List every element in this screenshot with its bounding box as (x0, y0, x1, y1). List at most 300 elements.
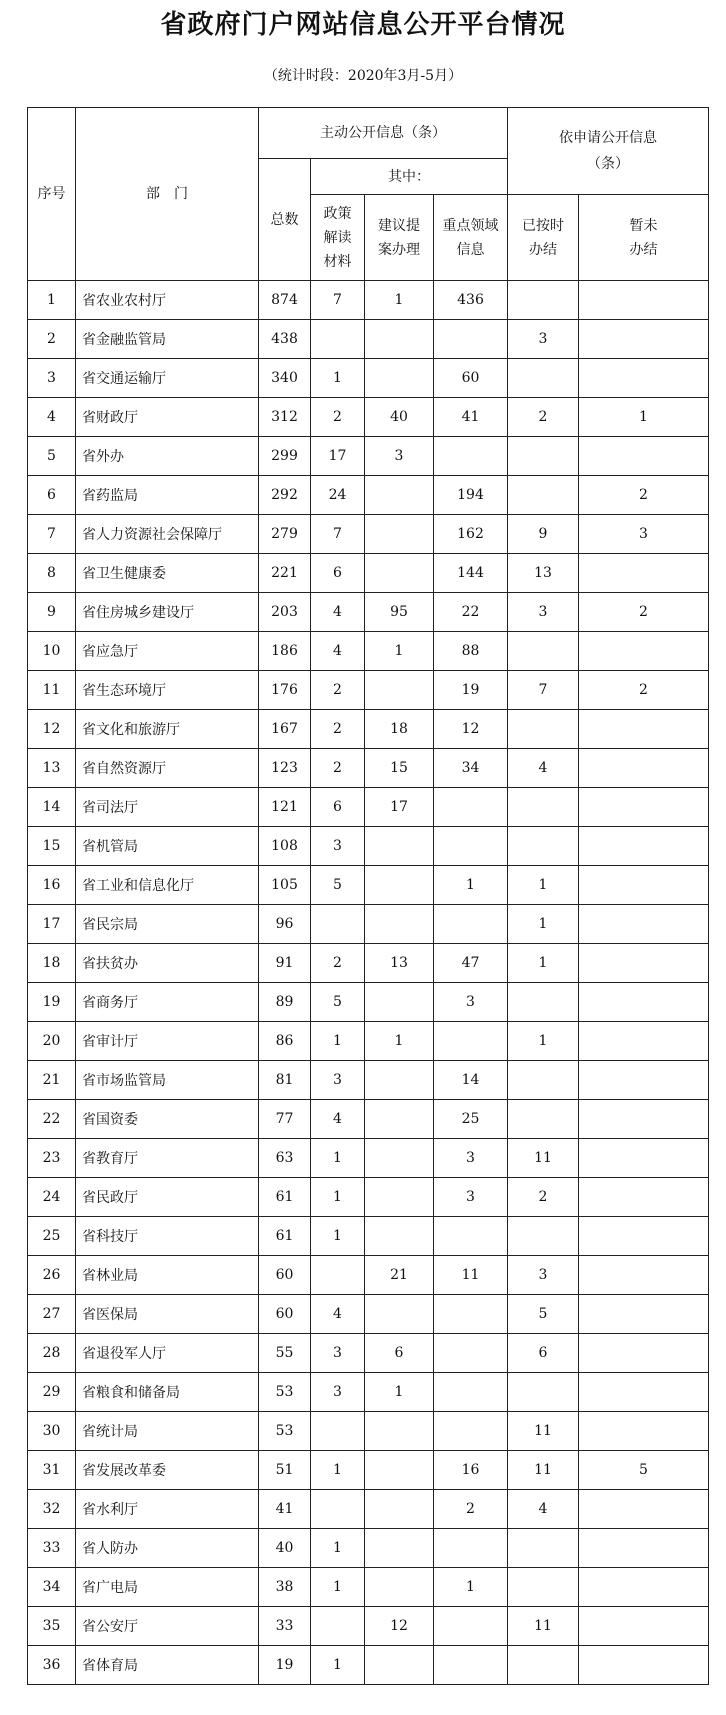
cell-pending (579, 632, 709, 671)
cell-total: 292 (259, 476, 311, 515)
cell-no: 35 (28, 1607, 76, 1646)
cell-proposal (365, 1217, 434, 1256)
cell-total: 299 (259, 437, 311, 476)
cell-pending (579, 554, 709, 593)
cell-policy (311, 1490, 365, 1529)
cell-pending (579, 1373, 709, 1412)
cell-no: 34 (28, 1568, 76, 1607)
cell-policy (311, 905, 365, 944)
table-row (28, 632, 709, 671)
cell-total: 105 (259, 866, 311, 905)
cell-pending: 1 (579, 398, 709, 437)
cell-dept: 省司法厅 (76, 788, 259, 827)
cell-dept: 省机管局 (76, 827, 259, 866)
cell-no: 6 (28, 476, 76, 515)
table-row (28, 359, 709, 398)
header-proposal (365, 195, 434, 281)
cell-policy (311, 320, 365, 359)
cell-no: 3 (28, 359, 76, 398)
cell-no: 7 (28, 515, 76, 554)
cell-total: 176 (259, 671, 311, 710)
cell-proposal (365, 554, 434, 593)
cell-dept: 省体育局 (76, 1646, 259, 1685)
table-row (28, 515, 709, 554)
cell-policy: 7 (311, 281, 365, 320)
cell-policy: 2 (311, 710, 365, 749)
cell-done (508, 1373, 579, 1412)
cell-total: 60 (259, 1256, 311, 1295)
table-row (28, 281, 709, 320)
cell-pending (579, 1607, 709, 1646)
cell-dept: 省林业局 (76, 1256, 259, 1295)
table-row (28, 905, 709, 944)
cell-pending (579, 1334, 709, 1373)
cell-key (434, 1529, 508, 1568)
cell-no: 9 (28, 593, 76, 632)
cell-proposal (365, 1100, 434, 1139)
cell-proposal: 21 (365, 1256, 434, 1295)
table-row (28, 1646, 709, 1685)
cell-total: 89 (259, 983, 311, 1022)
cell-pending (579, 320, 709, 359)
cell-done: 3 (508, 1256, 579, 1295)
cell-dept: 省广电局 (76, 1568, 259, 1607)
table-row (28, 827, 709, 866)
cell-policy: 24 (311, 476, 365, 515)
table-row (28, 1490, 709, 1529)
cell-dept: 省交通运输厅 (76, 359, 259, 398)
table-row (28, 788, 709, 827)
cell-proposal (365, 983, 434, 1022)
cell-key (434, 1334, 508, 1373)
cell-dept: 省民宗局 (76, 905, 259, 944)
cell-done: 2 (508, 1178, 579, 1217)
cell-key: 19 (434, 671, 508, 710)
cell-pending (579, 710, 709, 749)
cell-policy: 2 (311, 671, 365, 710)
cell-done: 11 (508, 1139, 579, 1178)
table-row (28, 1217, 709, 1256)
cell-proposal (365, 1529, 434, 1568)
cell-dept: 省商务厅 (76, 983, 259, 1022)
cell-policy: 1 (311, 1568, 365, 1607)
header-apply-text: 依申请公开信息（条） (559, 130, 657, 172)
cell-policy: 1 (311, 1646, 365, 1685)
cell-done: 11 (508, 1451, 579, 1490)
cell-dept: 省卫生健康委 (76, 554, 259, 593)
table-row (28, 398, 709, 437)
table-row (28, 1568, 709, 1607)
cell-key: 25 (434, 1100, 508, 1139)
cell-no: 36 (28, 1646, 76, 1685)
cell-dept: 省金融监管局 (76, 320, 259, 359)
cell-key: 3 (434, 1139, 508, 1178)
cell-total: 53 (259, 1412, 311, 1451)
cell-done (508, 1061, 579, 1100)
header-proposal-text: 建议提案办理 (378, 217, 420, 258)
cell-no: 5 (28, 437, 76, 476)
header-total: 总数 (259, 159, 311, 281)
cell-policy: 2 (311, 398, 365, 437)
cell-key: 41 (434, 398, 508, 437)
cell-no: 16 (28, 866, 76, 905)
cell-total: 96 (259, 905, 311, 944)
table-row (28, 554, 709, 593)
cell-key: 3 (434, 1178, 508, 1217)
cell-total: 61 (259, 1217, 311, 1256)
header-done (508, 195, 579, 281)
cell-done: 5 (508, 1295, 579, 1334)
cell-done (508, 1100, 579, 1139)
cell-done (508, 983, 579, 1022)
cell-key: 3 (434, 983, 508, 1022)
cell-policy: 6 (311, 788, 365, 827)
table-row (28, 1295, 709, 1334)
cell-no: 13 (28, 749, 76, 788)
cell-dept: 省公安厅 (76, 1607, 259, 1646)
cell-total: 77 (259, 1100, 311, 1139)
cell-total: 203 (259, 593, 311, 632)
cell-dept: 省水利厅 (76, 1490, 259, 1529)
table-row (28, 1100, 709, 1139)
cell-pending (579, 1490, 709, 1529)
cell-done: 7 (508, 671, 579, 710)
cell-no: 11 (28, 671, 76, 710)
cell-policy: 2 (311, 944, 365, 983)
cell-proposal: 1 (365, 1022, 434, 1061)
table-row (28, 1256, 709, 1295)
cell-key (434, 827, 508, 866)
cell-no: 31 (28, 1451, 76, 1490)
cell-policy: 1 (311, 1529, 365, 1568)
cell-pending: 5 (579, 1451, 709, 1490)
cell-key: 16 (434, 1451, 508, 1490)
cell-policy: 1 (311, 1022, 365, 1061)
table-row (28, 593, 709, 632)
cell-key: 60 (434, 359, 508, 398)
cell-policy: 3 (311, 1373, 365, 1412)
cell-total: 41 (259, 1490, 311, 1529)
cell-no: 4 (28, 398, 76, 437)
cell-proposal (365, 1139, 434, 1178)
cell-no: 30 (28, 1412, 76, 1451)
header-pending-text: 暂未办结 (629, 217, 658, 258)
cell-proposal (365, 320, 434, 359)
cell-pending (579, 1061, 709, 1100)
cell-done: 6 (508, 1334, 579, 1373)
cell-proposal (365, 476, 434, 515)
cell-total: 40 (259, 1529, 311, 1568)
cell-proposal: 3 (365, 437, 434, 476)
cell-policy: 3 (311, 1061, 365, 1100)
cell-no: 18 (28, 944, 76, 983)
cell-pending (579, 1568, 709, 1607)
cell-total: 60 (259, 1295, 311, 1334)
cell-pending (579, 1139, 709, 1178)
cell-no: 20 (28, 1022, 76, 1061)
cell-dept: 省民政厅 (76, 1178, 259, 1217)
cell-total: 874 (259, 281, 311, 320)
cell-done (508, 788, 579, 827)
cell-proposal: 1 (365, 1373, 434, 1412)
cell-total: 51 (259, 1451, 311, 1490)
cell-dept: 省统计局 (76, 1412, 259, 1451)
page-subtitle: （统计时段：2020年3月-5月） (263, 68, 463, 84)
cell-dept: 省药监局 (76, 476, 259, 515)
cell-pending (579, 437, 709, 476)
cell-done: 3 (508, 593, 579, 632)
cell-proposal (365, 1490, 434, 1529)
cell-dept: 省医保局 (76, 1295, 259, 1334)
header-active: 主动公开信息（条） (259, 108, 508, 159)
table-row (28, 320, 709, 359)
table-row (28, 1607, 709, 1646)
cell-no: 25 (28, 1217, 76, 1256)
cell-done (508, 710, 579, 749)
cell-proposal (365, 866, 434, 905)
cell-done: 1 (508, 905, 579, 944)
cell-no: 23 (28, 1139, 76, 1178)
cell-dept: 省住房城乡建设厅 (76, 593, 259, 632)
cell-key: 2 (434, 1490, 508, 1529)
table-row (28, 866, 709, 905)
stats-table (27, 107, 709, 1685)
cell-pending (579, 1217, 709, 1256)
header-key (434, 195, 508, 281)
cell-total: 19 (259, 1646, 311, 1685)
cell-proposal (365, 905, 434, 944)
cell-key (434, 1217, 508, 1256)
cell-total: 53 (259, 1373, 311, 1412)
cell-key (434, 788, 508, 827)
table-row (28, 944, 709, 983)
cell-policy (311, 1412, 365, 1451)
cell-proposal: 1 (365, 281, 434, 320)
cell-pending (579, 359, 709, 398)
cell-dept: 省人力资源社会保障厅 (76, 515, 259, 554)
cell-pending: 2 (579, 671, 709, 710)
table-row (28, 671, 709, 710)
table-body (28, 281, 709, 1685)
cell-dept: 省生态环境厅 (76, 671, 259, 710)
cell-total: 63 (259, 1139, 311, 1178)
cell-pending (579, 866, 709, 905)
cell-no: 26 (28, 1256, 76, 1295)
cell-total: 221 (259, 554, 311, 593)
cell-done (508, 1529, 579, 1568)
cell-pending (579, 1295, 709, 1334)
cell-no: 10 (28, 632, 76, 671)
cell-pending (579, 281, 709, 320)
cell-dept: 省财政厅 (76, 398, 259, 437)
cell-total: 55 (259, 1334, 311, 1373)
cell-pending (579, 944, 709, 983)
page-title: 省政府门户网站信息公开平台情况 (160, 10, 566, 40)
cell-dept: 省扶贫办 (76, 944, 259, 983)
header-among: 其中： (311, 159, 508, 195)
cell-policy: 4 (311, 632, 365, 671)
cell-done (508, 1646, 579, 1685)
cell-done (508, 632, 579, 671)
cell-no: 19 (28, 983, 76, 1022)
cell-no: 17 (28, 905, 76, 944)
cell-done: 4 (508, 749, 579, 788)
cell-total: 121 (259, 788, 311, 827)
cell-proposal (365, 1178, 434, 1217)
cell-total: 438 (259, 320, 311, 359)
cell-done: 11 (508, 1412, 579, 1451)
cell-pending (579, 1178, 709, 1217)
cell-total: 167 (259, 710, 311, 749)
cell-key: 88 (434, 632, 508, 671)
cell-proposal (365, 515, 434, 554)
cell-pending (579, 788, 709, 827)
header-index: 序号 (28, 108, 76, 281)
header-apply (508, 108, 709, 195)
table-row (28, 1529, 709, 1568)
cell-policy: 6 (311, 554, 365, 593)
cell-dept: 省农业农村厅 (76, 281, 259, 320)
cell-proposal: 13 (365, 944, 434, 983)
cell-done: 1 (508, 1022, 579, 1061)
table-header (28, 108, 709, 281)
cell-total: 81 (259, 1061, 311, 1100)
cell-proposal: 40 (365, 398, 434, 437)
cell-done: 1 (508, 866, 579, 905)
cell-total: 61 (259, 1178, 311, 1217)
cell-key: 436 (434, 281, 508, 320)
cell-proposal (365, 1646, 434, 1685)
cell-dept: 省应急厅 (76, 632, 259, 671)
cell-dept: 省外办 (76, 437, 259, 476)
cell-proposal (365, 827, 434, 866)
cell-key (434, 1295, 508, 1334)
cell-key: 162 (434, 515, 508, 554)
cell-proposal: 1 (365, 632, 434, 671)
cell-key: 47 (434, 944, 508, 983)
cell-no: 15 (28, 827, 76, 866)
cell-proposal (365, 359, 434, 398)
cell-policy: 1 (311, 1178, 365, 1217)
cell-done (508, 281, 579, 320)
cell-policy: 4 (311, 593, 365, 632)
table-row (28, 1178, 709, 1217)
cell-proposal: 18 (365, 710, 434, 749)
table-row (28, 1061, 709, 1100)
cell-done: 11 (508, 1607, 579, 1646)
cell-key: 34 (434, 749, 508, 788)
cell-policy: 5 (311, 983, 365, 1022)
cell-total: 91 (259, 944, 311, 983)
cell-total: 86 (259, 1022, 311, 1061)
cell-dept: 省发展改革委 (76, 1451, 259, 1490)
cell-no: 21 (28, 1061, 76, 1100)
header-done-text: 已按时办结 (522, 217, 564, 258)
cell-pending (579, 1022, 709, 1061)
cell-pending (579, 983, 709, 1022)
cell-dept: 省教育厅 (76, 1139, 259, 1178)
cell-policy: 3 (311, 827, 365, 866)
cell-no: 33 (28, 1529, 76, 1568)
cell-total: 186 (259, 632, 311, 671)
header-pending (579, 195, 709, 281)
cell-pending (579, 827, 709, 866)
cell-dept: 省工业和信息化厅 (76, 866, 259, 905)
cell-dept: 省文化和旅游厅 (76, 710, 259, 749)
cell-total: 33 (259, 1607, 311, 1646)
cell-pending: 2 (579, 593, 709, 632)
cell-no: 29 (28, 1373, 76, 1412)
cell-proposal (365, 1412, 434, 1451)
cell-key: 11 (434, 1256, 508, 1295)
cell-key (434, 437, 508, 476)
cell-dept: 省市场监管局 (76, 1061, 259, 1100)
cell-key (434, 1373, 508, 1412)
cell-policy: 7 (311, 515, 365, 554)
cell-pending (579, 1100, 709, 1139)
cell-policy: 1 (311, 1217, 365, 1256)
table-row (28, 1334, 709, 1373)
cell-no: 8 (28, 554, 76, 593)
cell-policy: 4 (311, 1295, 365, 1334)
cell-key (434, 1607, 508, 1646)
cell-done (508, 359, 579, 398)
cell-done (508, 827, 579, 866)
cell-no: 14 (28, 788, 76, 827)
cell-policy: 2 (311, 749, 365, 788)
cell-done: 2 (508, 398, 579, 437)
cell-proposal (365, 671, 434, 710)
cell-key: 194 (434, 476, 508, 515)
cell-key: 14 (434, 1061, 508, 1100)
cell-proposal (365, 1295, 434, 1334)
cell-pending: 2 (579, 476, 709, 515)
cell-total: 340 (259, 359, 311, 398)
cell-key (434, 1646, 508, 1685)
cell-total: 108 (259, 827, 311, 866)
cell-proposal (365, 1568, 434, 1607)
cell-proposal: 12 (365, 1607, 434, 1646)
cell-done: 1 (508, 944, 579, 983)
cell-proposal: 15 (365, 749, 434, 788)
cell-key: 22 (434, 593, 508, 632)
table-row (28, 710, 709, 749)
cell-policy: 1 (311, 1451, 365, 1490)
cell-proposal (365, 1061, 434, 1100)
cell-key: 1 (434, 1568, 508, 1607)
cell-policy (311, 1256, 365, 1295)
cell-key: 12 (434, 710, 508, 749)
cell-pending (579, 1529, 709, 1568)
cell-total: 279 (259, 515, 311, 554)
cell-key (434, 1022, 508, 1061)
cell-policy: 4 (311, 1100, 365, 1139)
cell-pending: 3 (579, 515, 709, 554)
cell-key (434, 905, 508, 944)
cell-dept: 省人防办 (76, 1529, 259, 1568)
cell-policy: 17 (311, 437, 365, 476)
cell-done (508, 476, 579, 515)
table-row (28, 476, 709, 515)
cell-no: 22 (28, 1100, 76, 1139)
header-dept: 部 门 (76, 108, 259, 281)
cell-proposal: 6 (365, 1334, 434, 1373)
cell-total: 312 (259, 398, 311, 437)
cell-key: 1 (434, 866, 508, 905)
table-row (28, 1373, 709, 1412)
cell-policy: 1 (311, 1139, 365, 1178)
cell-dept: 省退役军人厅 (76, 1334, 259, 1373)
